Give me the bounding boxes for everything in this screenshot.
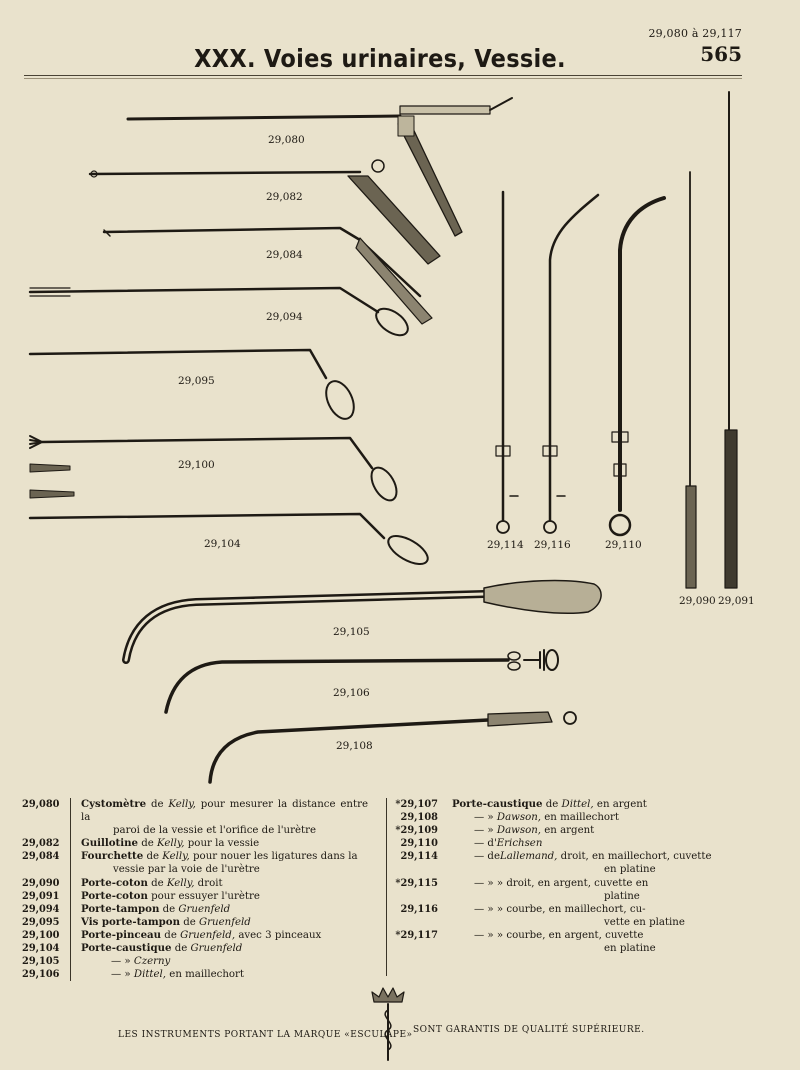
item-pre: — » [474, 825, 497, 837]
legend-row [22, 890, 368, 903]
item-number: 29,080 [22, 798, 71, 837]
item-author: Kelly, [162, 851, 190, 863]
item-number: 29,082 [22, 837, 71, 850]
item-pre: — » [111, 956, 134, 968]
item-rest: en maillechort [166, 969, 245, 981]
legend-row [22, 916, 368, 929]
figure-label-29090: 29,090 [679, 595, 716, 607]
figure-label-29100: 29,100 [178, 459, 215, 471]
item-cont: platine [604, 890, 640, 902]
item-cont: vette en platine [604, 916, 685, 928]
figure-label-29106: 29,106 [333, 687, 370, 699]
item-rest: avec 3 pinceaux [235, 929, 322, 941]
item-cont: paroi de la vessie et l'orifice de l'urètre [113, 825, 316, 837]
item-cont: en platine [604, 864, 656, 876]
item-number: 29,090 [22, 877, 71, 890]
instrument-29110-drawing [610, 198, 664, 535]
legend-row [392, 811, 732, 824]
legend-row [22, 955, 368, 968]
item-name: Guillotine [81, 837, 138, 850]
figure-label-29110: 29,110 [605, 539, 642, 551]
item-rest: en argent [541, 825, 595, 837]
item-name: Porte-caustique [452, 798, 543, 810]
legend-row [22, 877, 368, 890]
item-number: 29,104 [22, 942, 71, 955]
item-cont: vessie par la voie de l'urètre [113, 864, 260, 876]
item-rest: courbe, en argent, cuvette [506, 929, 644, 941]
item-pre: — de [474, 851, 500, 863]
instrument-29106-drawing [166, 650, 558, 712]
figure-label-29082: 29,082 [266, 191, 303, 203]
item-author: Lallemand, [499, 851, 558, 863]
item-author: Gruenfeld [178, 903, 231, 915]
item-rest: droit, en maillechort, cuvette [557, 851, 712, 863]
item-number: 29,095 [22, 916, 71, 929]
item-rest: en argent [593, 799, 647, 810]
item-pre: de [180, 916, 200, 928]
item-number: 29,108 [400, 812, 438, 824]
item-author: Kelly, [166, 877, 195, 889]
item-number: 29,084 [22, 850, 71, 876]
item-number: 29,114 [400, 851, 438, 863]
figure-label-29116: 29,116 [534, 539, 571, 551]
instrument-29105-drawing [126, 581, 601, 660]
item-pre: pour essuyer l'urètre [147, 890, 260, 902]
figure-label-29104: 29,104 [204, 538, 241, 550]
item-rest: en maillechort [541, 812, 619, 824]
item-author: Erichsen [496, 838, 543, 850]
item-pre: — d' [474, 838, 497, 850]
item-name: Porte-coton [81, 889, 148, 902]
legend-row [392, 903, 732, 929]
item-author: Dittel, [561, 799, 594, 810]
item-name: Porte-tampon [81, 902, 160, 915]
item-rest: pour la vessie [184, 838, 260, 850]
item-pre: — » » [474, 929, 507, 941]
item-number: 29,116 [400, 903, 438, 915]
esculape-crown-serpent-icon [372, 988, 404, 1060]
item-author: Czerny [133, 956, 171, 968]
item-pre: — » [474, 812, 497, 824]
item-pre: — » [111, 969, 134, 981]
item-name: Porte-caustique [81, 942, 172, 955]
legend-row [22, 850, 368, 876]
figure-label-29108: 29,108 [336, 740, 373, 752]
item-author: Kelly, [168, 799, 196, 810]
legend-row [392, 850, 732, 876]
item-pre: de [161, 929, 181, 941]
item-rest: droit, en argent, cuvette en [506, 877, 649, 889]
item-cont: en platine [604, 943, 656, 955]
legend-row [22, 942, 368, 955]
legend-row [22, 837, 368, 850]
item-pre: de [542, 799, 562, 810]
legend-row [392, 877, 732, 903]
item-rest: courbe, en maillechort, cu- [506, 903, 646, 915]
page-number: 565 [700, 42, 742, 66]
item-pre: — » » [474, 903, 507, 915]
instrument-29094-drawing [30, 288, 412, 341]
figure-label-29105: 29,105 [333, 626, 370, 638]
figure-label-29091: 29,091 [718, 595, 755, 607]
item-rest: pour mesurer la distance entre la [81, 799, 368, 824]
figure-label-29094: 29,094 [266, 311, 303, 323]
legend-row [22, 798, 368, 837]
item-author: Kelly, [157, 838, 185, 850]
item-rest: pour nouer les ligatures dans la [189, 851, 358, 863]
figure-label-29095: 29,095 [178, 375, 215, 387]
item-name: Porte-pinceau [81, 928, 162, 941]
item-rest: droit [194, 877, 223, 889]
item-number: *29,109 [395, 825, 438, 837]
instrument-29108-drawing [210, 712, 576, 782]
item-author: Dawson, [496, 812, 542, 824]
item-number: *29,115 [395, 877, 438, 889]
item-pre: — » » [474, 877, 507, 889]
item-name: Vis porte-tampon [81, 915, 180, 928]
item-name: Porte-coton [81, 876, 148, 889]
item-author: Dawson, [496, 825, 542, 837]
legend-row [392, 824, 732, 837]
figure-label-29084: 29,084 [266, 249, 303, 261]
item-name: Fourchette [81, 850, 144, 863]
item-number: 29,091 [22, 890, 71, 903]
footer-right-text: SONT GARANTIS DE QUALITÉ SUPÉRIEURE. [413, 1025, 645, 1035]
item-pre: de [159, 903, 179, 915]
item-author: Gruenfeld [190, 943, 243, 955]
item-pre: de [146, 799, 169, 810]
footer-left-text: LES INSTRUMENTS PORTANT LA MARQUE «ESCULAPE» [118, 1030, 413, 1040]
instrument-29080-drawing [128, 98, 512, 236]
legend-left [22, 798, 368, 981]
legend-row [22, 968, 368, 981]
item-number: *29,117 [395, 929, 438, 941]
item-author: Gruenfeld [199, 916, 251, 928]
instrument-29090-drawing [686, 172, 696, 588]
item-number: 29,106 [22, 968, 71, 981]
item-number: *29,107 [395, 799, 438, 810]
legend-right [392, 798, 732, 955]
legend-row [392, 798, 732, 811]
legend-row [22, 929, 368, 942]
figure-label-29114: 29,114 [487, 539, 524, 551]
item-pre: de [137, 838, 158, 850]
item-pre: de [147, 877, 167, 889]
instrument-29116-drawing [543, 195, 598, 533]
legend-row [392, 929, 732, 955]
page-title: XXX. Voies urinaires, Vessie. [194, 44, 566, 73]
legend-column-divider [386, 798, 387, 976]
item-pre: de [143, 851, 163, 863]
item-author: Gruenfeld, [180, 929, 236, 941]
instrument-29082-drawing [90, 160, 440, 264]
item-number: 29,110 [400, 838, 438, 850]
legend-row [392, 837, 732, 850]
item-pre: de [171, 943, 191, 955]
item-number: 29,100 [22, 929, 71, 942]
item-number: 29,094 [22, 903, 71, 916]
item-name: Cystomètre [81, 798, 147, 810]
instrument-29091-drawing [725, 92, 737, 588]
instrument-29114-drawing [496, 192, 518, 533]
item-author: Dittel, [133, 969, 167, 981]
item-number: 29,105 [22, 955, 71, 968]
item-range: 29,080 à 29,117 [648, 27, 742, 40]
figure-label-29080: 29,080 [268, 134, 305, 146]
legend-row [22, 903, 368, 916]
instrument-29100-drawing [30, 436, 402, 505]
